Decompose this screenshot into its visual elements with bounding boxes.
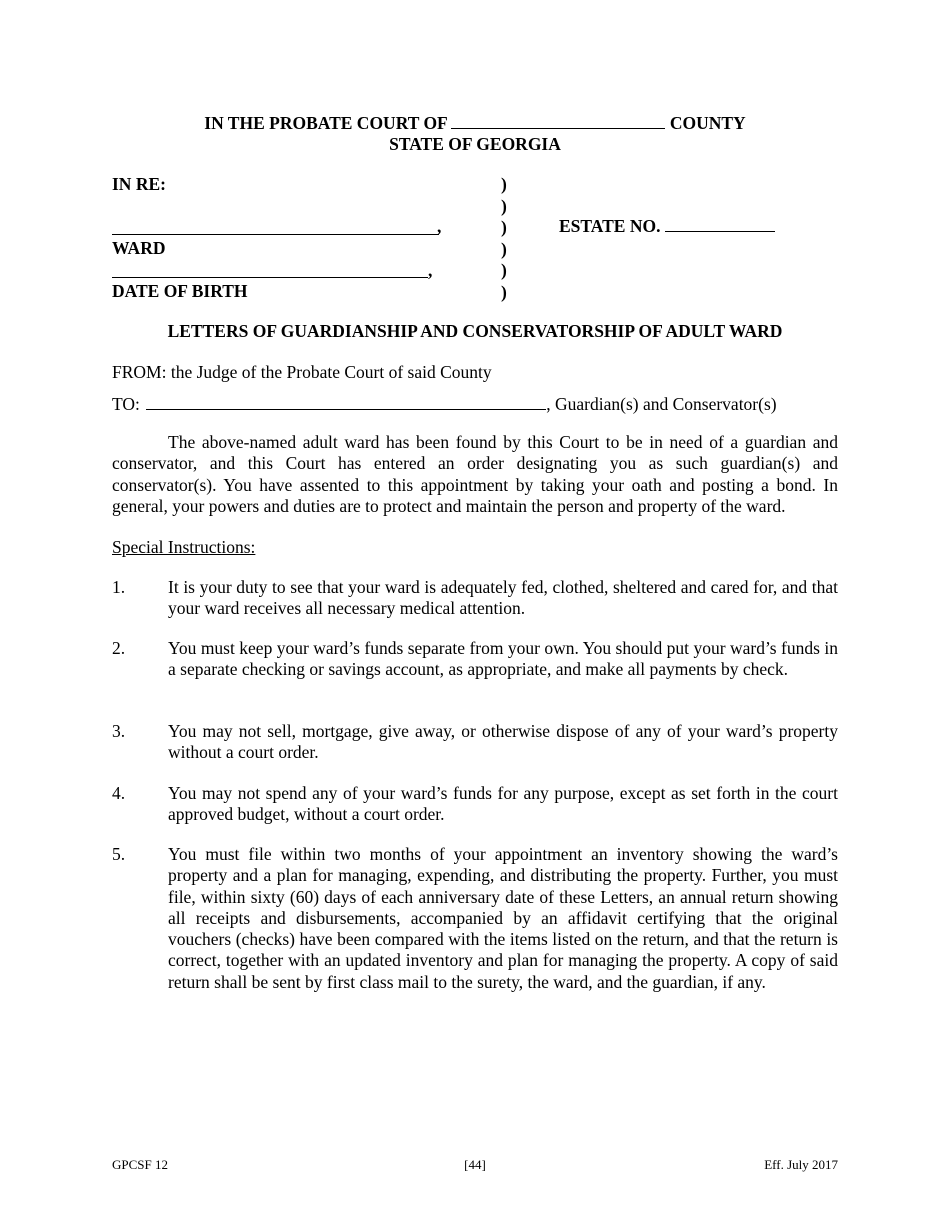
in-re-label: IN RE: [112, 174, 166, 194]
ward-comma: , [437, 216, 442, 236]
instruction-number: 1. [112, 577, 126, 597]
county-blank[interactable] [451, 114, 665, 129]
paren: ) [501, 217, 507, 237]
paren: ) [501, 238, 507, 259]
to-prefix: TO: [112, 394, 140, 414]
estate-number-blank[interactable] [665, 217, 775, 232]
paren: ) [501, 195, 507, 216]
document-title: LETTERS OF GUARDIANSHIP AND CONSERVATORSHIP OF ADULT WARD [167, 321, 783, 341]
ward-label: WARD [112, 238, 166, 258]
dob-label: DATE OF BIRTH [112, 281, 248, 301]
dob-blank[interactable] [112, 277, 428, 278]
estate-label: ESTATE NO. [559, 216, 661, 236]
paren: ) [501, 260, 507, 280]
instruction-text: You may not sell, mortgage, give away, or otherwise dispose of any of your ward’s property without a court order. [168, 721, 838, 763]
ward-name-blank[interactable] [112, 234, 439, 235]
instruction-text: You may not spend any of your ward’s funds for any purpose, except as set forth in the court approved budget, without a court order. [168, 783, 838, 825]
instruction-text: It is your duty to see that your ward is adequately fed, clothed, sheltered and cared for, and that your ward receives all necessary medical attention. [168, 577, 838, 619]
guardian-name-blank[interactable] [146, 395, 546, 410]
court-suffix: COUNTY [669, 113, 746, 133]
caption-divider [501, 174, 507, 303]
instruction-number: 4. [112, 783, 126, 803]
dob-comma: , [428, 260, 433, 280]
paren: ) [501, 174, 507, 194]
state-heading: STATE OF GEORGIA [389, 134, 561, 154]
instruction-item [112, 783, 838, 826]
estate-number [559, 216, 775, 237]
instruction-item [112, 577, 838, 620]
special-instructions-heading: Special Instructions: [112, 537, 256, 557]
instruction-number: 5. [112, 844, 126, 864]
page-number: [44] [464, 1157, 486, 1172]
to-line [112, 394, 777, 415]
intro-paragraph: The above-named adult ward has been found by this Court to be in need of a guardian and conservator, and this Court has entered an order designating you as such guardian(s) and conservator(s). You have assented to this appointment by taking your oath and posting a bond. In general, your powers and duties are to protect and maintain the person and property of the ward. [112, 432, 838, 516]
instruction-item [112, 844, 838, 993]
court-prefix: IN THE PROBATE COURT OF [204, 113, 448, 133]
paren: ) [501, 281, 507, 302]
instruction-text: You must keep your ward’s funds separate from your own. You should put your ward’s funds in a separate checking or savings account, as appropriate, and make all payments by check. [168, 638, 838, 680]
instruction-text: You must file within two months of your appointment an inventory showing the ward’s property and a plan for managing, expending, and distributing the property. Further, you must file, within sixty (60) days of each anniversary date of these Letters, an annual return showing all receipts and disbursements, accompanied by an affidavit certifying that the original vouchers (checks) have been compared with the items listed on the return, and that the return is correct, together with an updated inventory and plan for managing the property. A copy of said return shall be sent by first class mail to the surety, the ward, and the guardian, if any. [168, 844, 838, 992]
effective-date: Eff. July 2017 [764, 1157, 838, 1172]
to-suffix: , Guardian(s) and Conservator(s) [546, 394, 777, 414]
court-heading [112, 113, 838, 134]
form-id: GPCSF 12 [112, 1157, 168, 1172]
instruction-item [112, 721, 838, 764]
instruction-number: 3. [112, 721, 126, 741]
from-line: FROM: the Judge of the Probate Court of said County [112, 362, 492, 382]
instruction-item [112, 638, 838, 681]
instruction-number: 2. [112, 638, 126, 658]
